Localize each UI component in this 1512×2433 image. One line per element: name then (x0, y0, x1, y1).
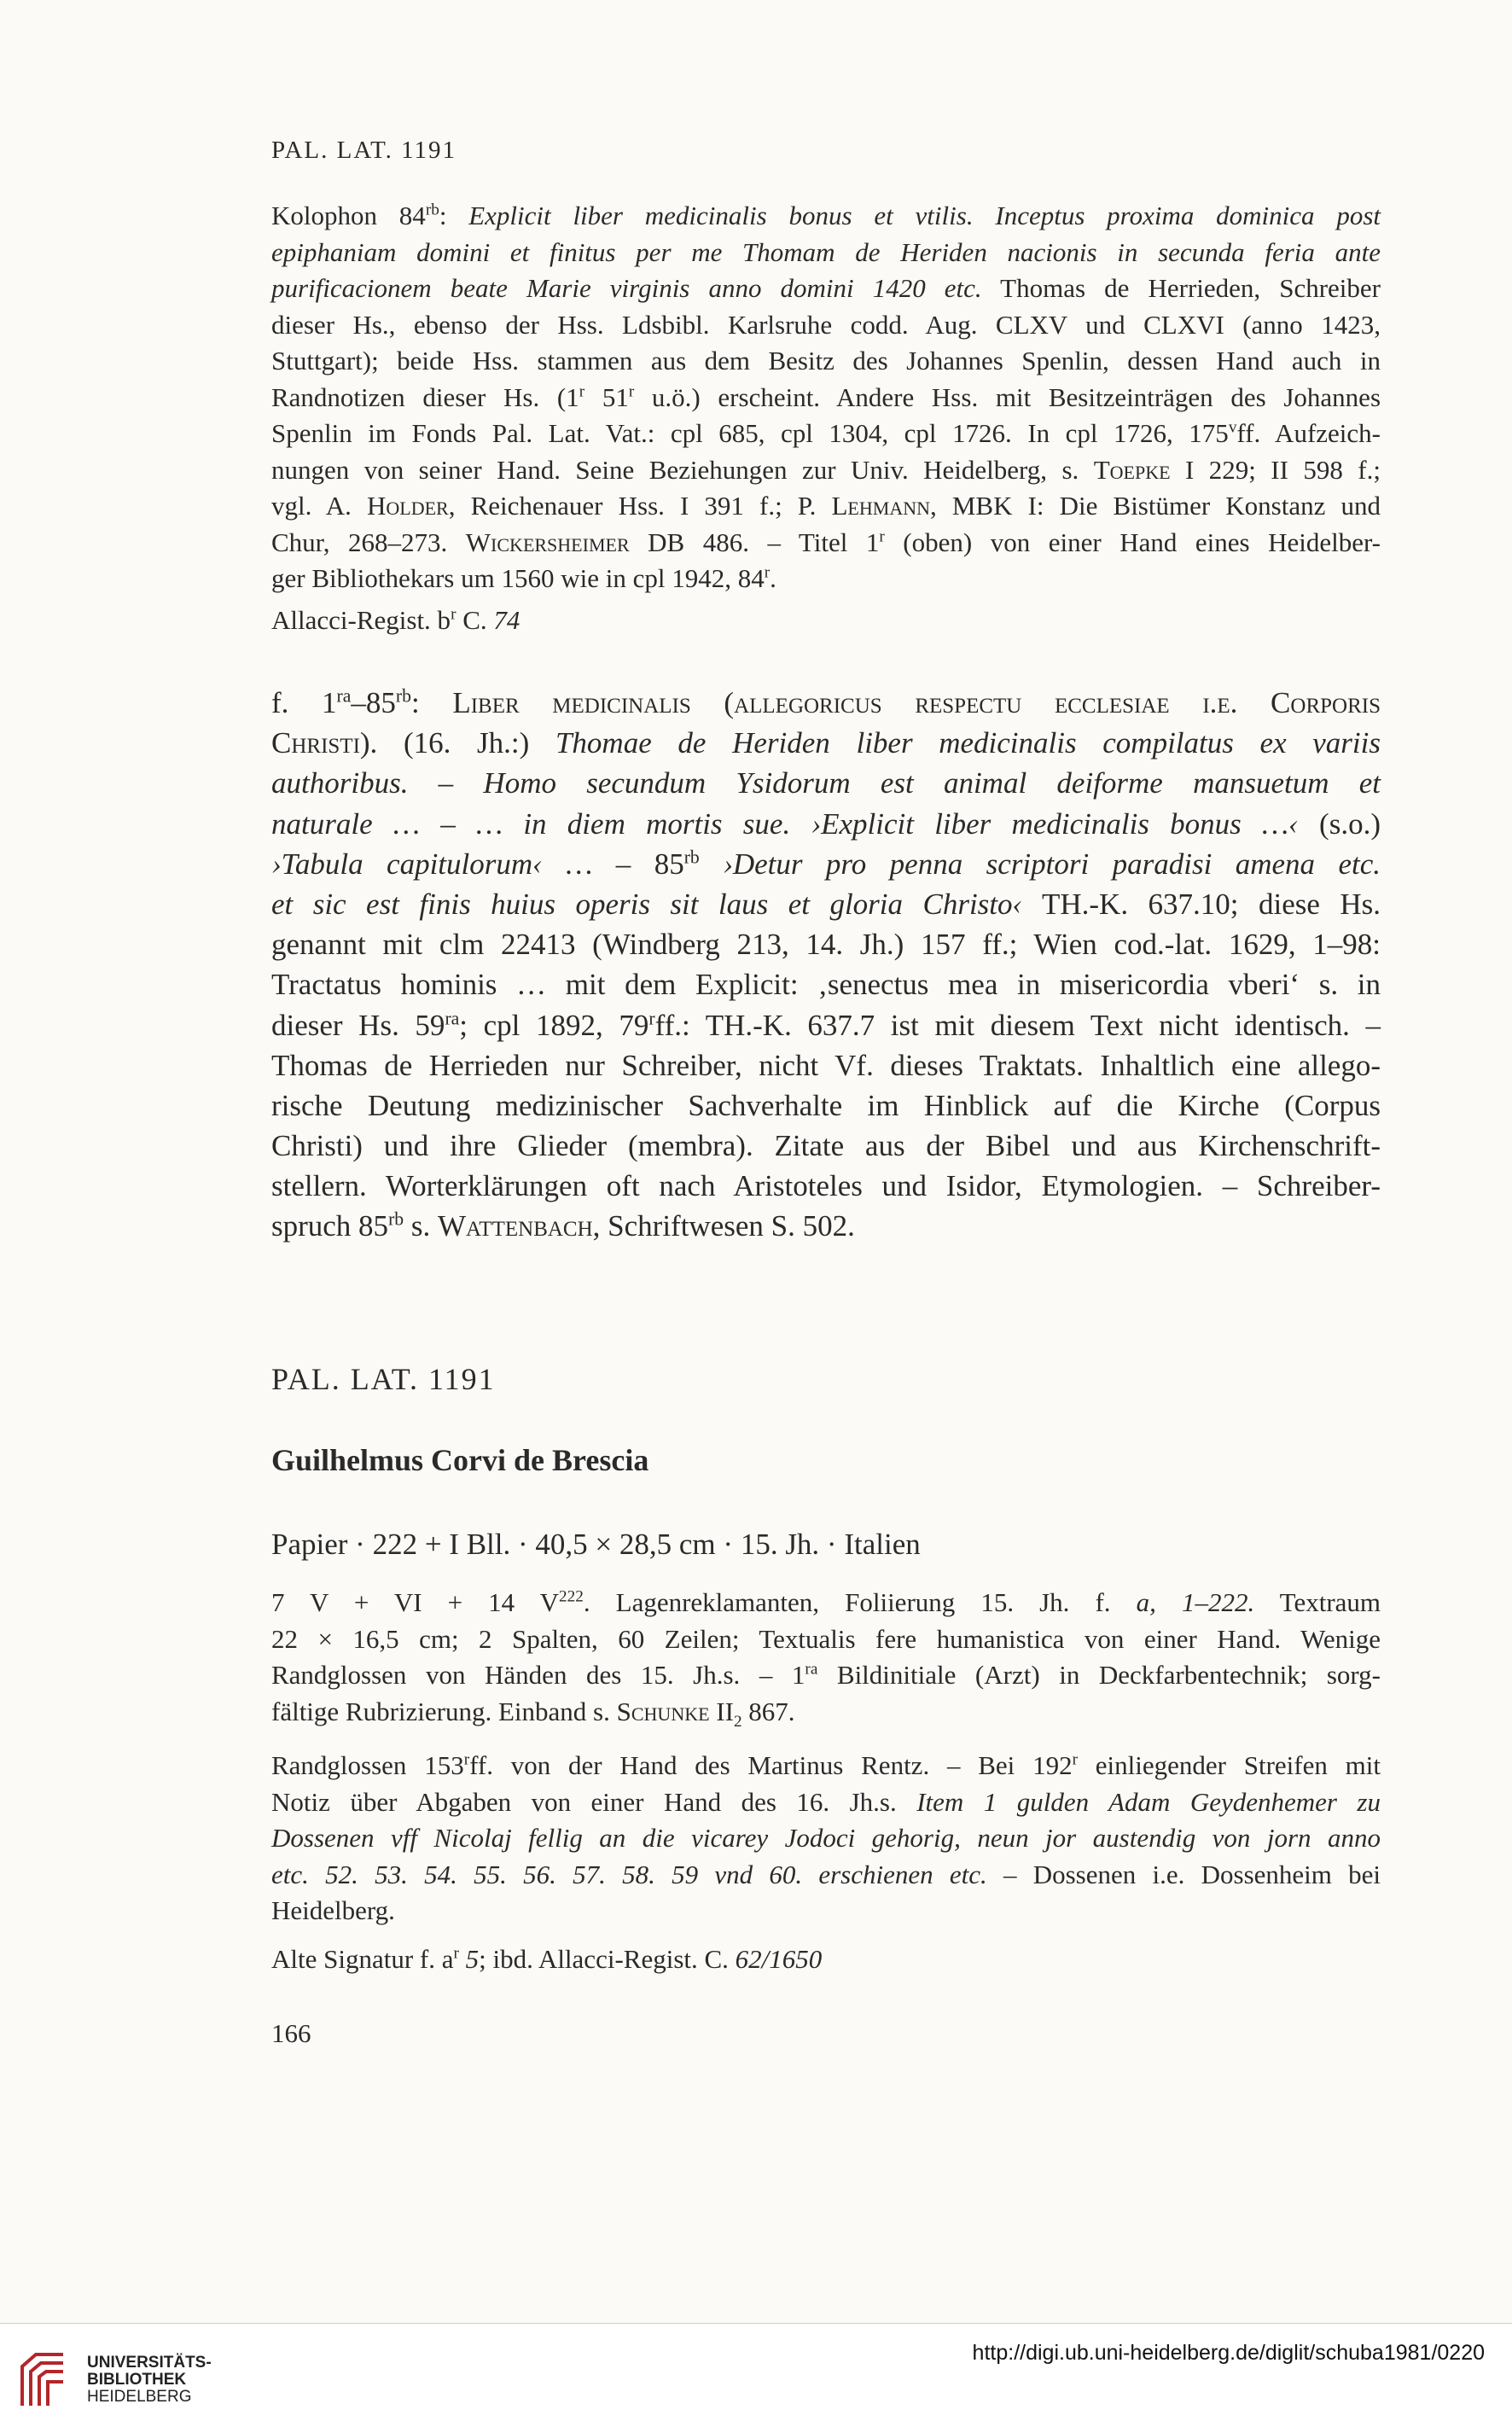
section-title: PAL. LAT. 1191 (271, 1362, 496, 1396)
text-line: Spenlin im Fonds Pal. Lat. Vat.: cpl 685, cpl 1304, cpl 1726. In cpl 1726, 175$^v$ff. Aufzeich- (271, 418, 1381, 448)
text-line: etc. 52. 53. 54. 55. 56. 57. 58. 59 vnd 60. erschienen etc. – Dossenen i.e. Dossenheim bei (271, 1859, 1381, 1889)
text-line: Thomas de Herrieden nur Schreiber, nicht Vf. dieses Traktats. Inhaltlich eine allego- (271, 1048, 1381, 1082)
text-line: Chur, 268–273. Wickersheimer DB 486. – Titel 1$^r$ (oben) von einer Hand eines Heidelber- (271, 527, 1381, 557)
text-line: dieser Hs., ebenso der Hss. Ldsbibl. Karlsruhe codd. Aug. CLXV und CLXVI (anno 1423, (271, 309, 1381, 340)
text-line: 7 V + VI + 14 $V^{222}$. Lagenreklamanten, Foliierung 15. Jh. f. a, 1–222. Textraum (271, 1587, 1381, 1617)
text-line: 22 × 16,5 cm; 2 Spalten, 60 Zeilen; Textualis fere humanistica von einer Hand. Wenige (271, 1623, 1381, 1654)
text-line: Randglossen von Händen des 15. Jh.s. – $1^{ra}$ Bildinitiale (Arzt) in Deckfarbentechnik; sorg- (271, 1660, 1381, 1690)
text-line: fältige Rubrizierung. Einband s. Schunke $II_2$ 867. (271, 1696, 795, 1731)
section-subtitle: Guilhelmus Corvi de Brescia (271, 1443, 649, 1477)
text-line: ger Bibliothekars um 1560 wie in cpl 1942, 84$^r$. (271, 563, 776, 593)
text-line: ›Tabula capitulorum‹ … – $85^{rb}$ ›Detur pro penna scriptori paradisi amena etc. (271, 847, 1381, 881)
content-description-paragraph (271, 683, 1381, 1247)
physical-description: Papier · 222 + I Bll. · 40,5 × 28,5 cm · 15. Jh. · Italien (271, 1528, 921, 1561)
text-line: genannt mit clm 22413 (Windberg 213, 14. Jh.) 157 ff.; Wien cod.-lat. 1629, 1–98: (271, 928, 1381, 962)
library-name (87, 2354, 212, 2406)
text-line: f. $1^{ra}-85^{rb}$: Liber medicinalis (allegoricus respectu ecclesiae i.e. Corporis (271, 685, 1381, 719)
text-line: rische Deutung medizinischer Sachverhalte im Hinblick auf die Kirche (Corpus (271, 1088, 1381, 1122)
logo-strokes (22, 2354, 63, 2406)
text-line: et sic est finis huius operis sit laus et gloria Christo‹ TH.-K. 637.10; diese Hs. (271, 887, 1381, 921)
footer-bar (0, 2323, 1512, 2433)
text-line: purificacionem beate Marie virginis anno domini 1420 etc. Thomas de Herrieden, Schreiber (271, 273, 1381, 303)
text-line: vgl. A. Holder, Reichenauer Hss. I 391 f.; P. Lehmann, MBK I: Die Bistümer Konstanz und (271, 491, 1381, 521)
library-line-3: HEIDELBERG (87, 2388, 192, 2406)
text-line: Stuttgart); beide Hss. stammen aus dem Besitz des Johannes Spenlin, dessen Hand auch in (271, 346, 1381, 375)
collation-paragraph (271, 1585, 1381, 1730)
page-number: 166 (271, 2018, 311, 2048)
text-line: stellern. Worterklärungen oft nach Aristoteles und Isidor, Etymologien. – Schreiber- (271, 1169, 1381, 1203)
text-line: dieser Hs. $59^{ra}$; cpl 1892, 79$^r$ff.: TH.-K. 637.7 ist mit diesem Text nicht identisch. – (271, 1007, 1381, 1042)
source-url-link[interactable]: http://digi.ub.uni-heidelberg.de/diglit/schuba1981/0220 (972, 2341, 1485, 2365)
text-line: Dossenen vff Nicolaj fellig an die vicarey Jodoci gehorig, neun jor austendig von jorn anno (271, 1823, 1381, 1853)
text-line: naturale … – … in diem mortis sue. ›Explicit liber medicinalis bonus …‹ (s.o.) (271, 806, 1381, 841)
text-line: Tractatus hominis … mit dem Explicit: ‚senectus mea in misericordia vberi‘ s. in (271, 968, 1381, 1002)
text-line: spruch $85^{rb}$ s. Wattenbach, Schriftwesen S. 502. (271, 1208, 855, 1243)
text-line: nungen von seiner Hand. Seine Beziehungen zur Univ. Heidelberg, s. Toepke I 229; II 598 f.; (271, 454, 1381, 485)
text-line: Christi). (16. Jh.:) Thomae de Heriden liber medicinalis compilatus ex variis (271, 726, 1381, 760)
text-line: Randglossen 153$^r$ff. von der Hand des Martinus Rentz. – Bei 192$^r$ einliegender Streifen mit (271, 1750, 1381, 1780)
alte-signatur-note (271, 1941, 1381, 1978)
library-logo-icon (17, 2349, 68, 2407)
text-line: epiphaniam domini et finitus per me Thomam de Heriden nacionis in secunda feria ante (271, 236, 1381, 267)
text-line: Randnotizen dieser Hs. (1$^r$ 51$^r$ u.ö.) erscheint. Andere Hss. mit Besitzeinträgen des Johannes (271, 381, 1381, 412)
kolophon-paragraph (271, 198, 1381, 597)
text-line: Christi) und ihre Glieder (membra). Zitate aus der Bibel und aus Kirchenschrift- (271, 1129, 1381, 1163)
text-line: Allacci-Regist. $b^r$ C. 74 (271, 605, 520, 635)
text-line: authoribus. – Homo secundum Ysidorum est animal deiforme mansuetum et (271, 766, 1381, 800)
text-line: Notiz über Abgaben von einer Hand des 16. Jh.s. Item 1 gulden Adam Geydenhemer zu (271, 1786, 1381, 1817)
allacci-register-note (271, 602, 1381, 639)
text-line: Kolophon $84^{rb}$: Explicit liber medicinalis bonus et vtilis. Inceptus proxima dominica post (271, 201, 1381, 230)
text-line: Heidelberg. (271, 1895, 395, 1925)
running-head: PAL. LAT. 1191 (271, 137, 457, 164)
library-line-2: BIBLIOTHEK (87, 2371, 187, 2389)
text-line: Alte Signatur f. $a^r$ 5; ibd. Allacci-Regist. C. 62/1650 (271, 1944, 823, 1974)
library-line-1: UNIVERSITÄTS- (87, 2354, 212, 2372)
randglossen-paragraph (271, 1748, 1381, 1930)
